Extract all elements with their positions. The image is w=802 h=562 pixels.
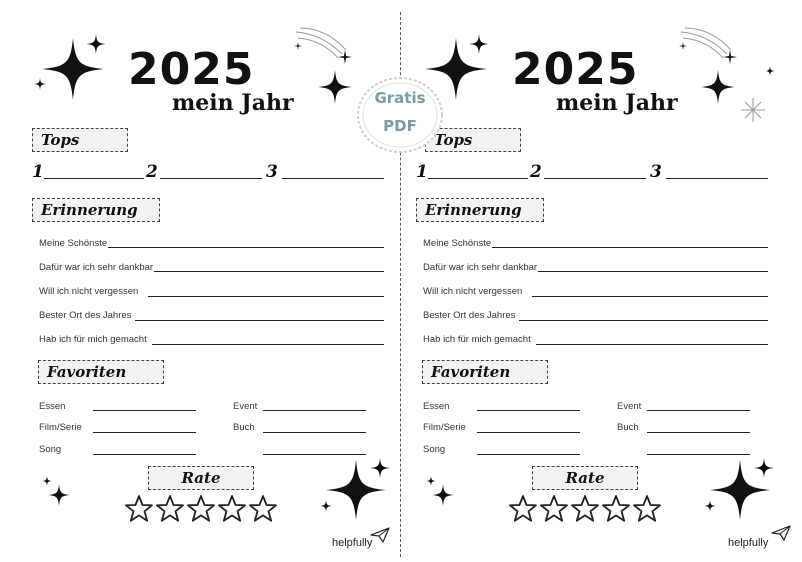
rating-star-icon[interactable] xyxy=(217,494,247,524)
stamp-line-1: Gratis xyxy=(374,89,426,107)
small-sparkle-icon xyxy=(754,458,774,478)
top-number-1: 1 xyxy=(416,162,428,182)
favorite-label: Buch xyxy=(617,422,639,433)
small-sparkle-icon xyxy=(370,458,390,478)
memory-line[interactable] xyxy=(148,296,384,297)
rating-star-icon[interactable] xyxy=(508,494,538,524)
shooting-star-icon xyxy=(292,24,356,74)
memory-label: Hab ich für mich gemacht xyxy=(423,334,531,345)
favorite-line[interactable] xyxy=(477,432,580,433)
tops-heading: Tops xyxy=(32,128,128,152)
favorite-label: Essen xyxy=(423,401,450,412)
memory-label: Bester Ort des Jahres xyxy=(39,310,132,321)
memory-label: Hab ich für mich gemacht xyxy=(39,334,147,345)
memory-label: Meine Schönste xyxy=(39,238,108,249)
memory-line[interactable] xyxy=(154,271,384,272)
favorite-label: Buch xyxy=(233,422,255,433)
favorite-label: Film/Serie xyxy=(423,422,466,433)
favorite-line[interactable] xyxy=(477,410,580,411)
memory-label: Dafür war ich sehr dankbar xyxy=(423,262,538,273)
rating-star-icon[interactable] xyxy=(186,494,216,524)
top-number-1: 1 xyxy=(32,162,44,182)
favorite-line[interactable] xyxy=(93,410,196,411)
favorite-label: Event xyxy=(233,401,258,412)
favorite-line[interactable] xyxy=(263,454,366,455)
favorites-heading: Favoriten xyxy=(422,360,548,384)
favorite-line[interactable] xyxy=(647,454,750,455)
rating-star-icon[interactable] xyxy=(539,494,569,524)
memory-line[interactable] xyxy=(532,296,768,297)
top-line-3[interactable] xyxy=(666,178,768,179)
stamp-badge-icon xyxy=(356,76,444,154)
small-sparkle-icon xyxy=(34,78,46,90)
small-sparkle-icon xyxy=(86,34,106,54)
rating-star-icon[interactable] xyxy=(601,494,631,524)
small-sparkle-icon xyxy=(469,34,489,54)
top-number-2: 2 xyxy=(530,162,542,182)
rating-star-icon[interactable] xyxy=(155,494,185,524)
favorite-line[interactable] xyxy=(647,410,750,411)
sparkle-icon xyxy=(432,484,454,506)
memories-heading: Erinnerung xyxy=(416,198,544,222)
subtitle: mein Jahr xyxy=(172,90,294,116)
favorite-label: Song xyxy=(423,444,446,455)
memory-line[interactable] xyxy=(152,344,384,345)
favorite-line[interactable] xyxy=(263,410,366,411)
memory-label: Will ich nicht vergessen xyxy=(39,286,139,297)
top-number-2: 2 xyxy=(146,162,158,182)
sparkle-icon xyxy=(318,70,352,104)
rating-star-icon[interactable] xyxy=(632,494,662,524)
memory-line[interactable] xyxy=(538,271,768,272)
memory-label: Will ich nicht vergessen xyxy=(423,286,523,297)
free-pdf-stamp xyxy=(356,76,444,154)
favorite-line[interactable] xyxy=(477,454,580,455)
small-sparkle-icon xyxy=(704,500,716,512)
favorite-label: Essen xyxy=(39,401,66,412)
favorite-label: Film/Serie xyxy=(39,422,82,433)
small-sparkle-icon xyxy=(765,66,775,76)
memory-line[interactable] xyxy=(536,344,768,345)
top-line-3[interactable] xyxy=(282,178,384,179)
rate-heading: Rate xyxy=(532,466,638,490)
favorite-line[interactable] xyxy=(93,432,196,433)
brand-logo: helpfully xyxy=(332,537,373,549)
year-title: 2025 xyxy=(512,44,639,95)
memories-heading: Erinnerung xyxy=(32,198,160,222)
favorites-heading: Favoriten xyxy=(38,360,164,384)
favorite-line[interactable] xyxy=(93,454,196,455)
sparkle-icon xyxy=(48,484,70,506)
rating-star-icon[interactable] xyxy=(124,494,154,524)
favorite-line[interactable] xyxy=(647,432,750,433)
top-line-1[interactable] xyxy=(44,178,144,179)
rating-star-icon[interactable] xyxy=(570,494,600,524)
paper-plane-icon xyxy=(771,524,791,542)
sparkle-icon xyxy=(701,70,735,104)
subtitle: mein Jahr xyxy=(556,90,678,116)
shooting-star-icon xyxy=(677,24,741,74)
memory-label: Meine Schönste xyxy=(423,238,492,249)
small-sparkle-icon xyxy=(426,476,436,486)
top-number-3: 3 xyxy=(650,162,662,182)
small-sparkle-icon xyxy=(320,500,332,512)
small-sparkle-icon xyxy=(42,476,52,486)
top-number-3: 3 xyxy=(266,162,278,182)
starburst-icon xyxy=(739,96,767,124)
brand-logo: helpfully xyxy=(728,537,769,549)
planner-page-right xyxy=(401,0,802,562)
year-title: 2025 xyxy=(128,44,255,95)
memory-line[interactable] xyxy=(135,320,384,321)
memory-line[interactable] xyxy=(108,247,384,248)
rate-heading: Rate xyxy=(148,466,254,490)
memory-line[interactable] xyxy=(519,320,768,321)
memory-label: Bester Ort des Jahres xyxy=(423,310,516,321)
favorite-line[interactable] xyxy=(263,432,366,433)
rating-star-icon[interactable] xyxy=(248,494,278,524)
stamp-line-2: PDF xyxy=(383,117,417,135)
favorite-label: Event xyxy=(617,401,642,412)
top-line-1[interactable] xyxy=(428,178,528,179)
top-line-2[interactable] xyxy=(544,178,646,179)
favorite-label: Song xyxy=(39,444,62,455)
paper-plane-icon xyxy=(370,526,390,544)
memory-line[interactable] xyxy=(492,247,768,248)
tops-heading: Tops xyxy=(425,128,521,152)
memory-label: Dafür war ich sehr dankbar xyxy=(39,262,154,273)
top-line-2[interactable] xyxy=(160,178,262,179)
